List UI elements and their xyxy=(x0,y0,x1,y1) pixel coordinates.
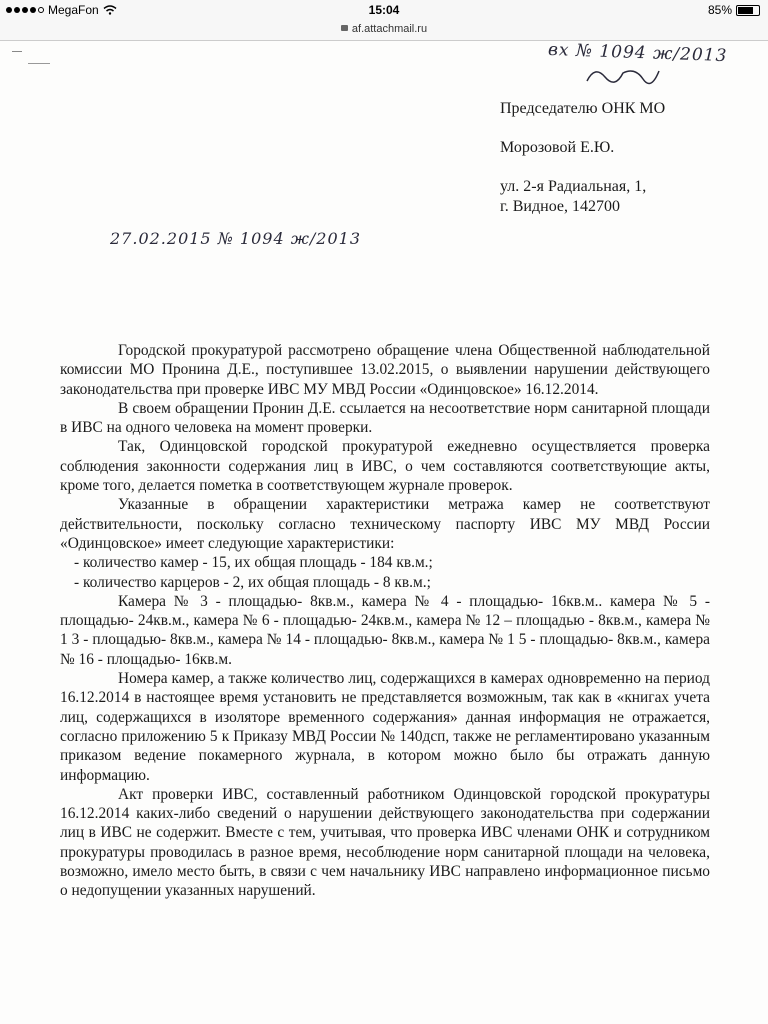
carrier-name: MegaFon xyxy=(48,3,99,17)
battery-icon xyxy=(736,5,760,16)
handwritten-signature-icon xyxy=(583,63,663,89)
handwritten-incoming-number: вх № 1094 ж/2013 xyxy=(547,39,728,67)
paragraph: Номера камер, а также количество лиц, содержащихся в камерах одновременно на период 16.12.2014 в настоящее время установить не представляется возможным, так как в «книгах учета лиц, содержащихся в изоляторе временного содержания» данная информация не отражается, согласно приложению 5 к Приказу МВД России № 140дсп, также не регламентировано указанным приказом ведение покамерного журнала, в котором можно было бы отражать данную информацию. xyxy=(60,670,710,784)
addressee-title: Председателю ОНК МО xyxy=(500,100,666,117)
list-item: - количество камер - 15, их общая площадь - 184 кв.м.; xyxy=(74,554,433,572)
address-bar[interactable] xyxy=(0,20,768,41)
scan-mark xyxy=(28,63,50,64)
paragraph: Камера № 3 - площадью- 8кв.м., камера № 4 - площадью- 16кв.м.. камера № 5 - площадью- 24кв.м., камера № 6 - площадью- 24кв.м., камера № 12 – площадью - 8кв.м., камера № 1 3 - площадью- 8кв.м., камера № 14 - площадью- 8кв.м., камера № 1 5 - площадью- 8кв.м., камера № 16 - площадью- 16кв.м. xyxy=(60,592,710,668)
paragraph: Городской прокуратурой рассмотрено обращение члена Общественной наблюдательной комиссии МО Пронина Д.Е., поступившее 13.02.2015, о выявлении нарушении действующего законодательства при проверке ИВС МУ МВД России «Одинцовское» 16.12.2014. xyxy=(60,342,710,398)
addressee-street: ул. 2-я Радиальная, 1, xyxy=(500,177,647,195)
addressee-name: Морозовой Е.Ю. xyxy=(500,138,615,156)
paragraph: Акт проверки ИВС, составленный работником Одинцовской городской прокуратуры 16.12.2014 каких-либо сведений о нарушении действующего законодательства при содержании лиц в ИВС не содержит. Вместе с тем, учитывая, что проверка ИВС членами ОНК и сотрудником прокуратуры проводилась в разное время, несоблюдение норм санитарной площади на человека, возможно, имело место быть, в связи с чем начальнику ИВС направлено информационное письмо о недопущении указанных нарушений. xyxy=(60,785,710,900)
paragraph: Так, Одинцовской городской прокуратурой ежедневно осуществляется проверка соблюдения законности содержания лиц в ИВС, о чем составляются соответствующие акты, кроме того, делается пометка в соответствующем журнале проверок. xyxy=(60,438,710,495)
letter-body xyxy=(60,341,710,901)
paragraph: В своем обращении Пронин Д.Е. ссылается на несоответствие норм санитарной площади в ИВС на одного человека на момент проверки. xyxy=(60,399,710,437)
lock-icon xyxy=(341,25,348,31)
battery-status xyxy=(708,3,760,17)
scan-mark xyxy=(12,51,22,52)
list-item: - количество карцеров - 2, их общая площадь - 8 кв.м.; xyxy=(74,573,431,591)
addressee-block xyxy=(500,99,665,222)
paragraph: Указанные в обращении характеристики метража камер не соответствуют действительности, поскольку согласно техническому паспорту ИВС МУ МВД России «Одинцовское» имеет следующие характеристики: xyxy=(60,496,710,552)
document-page xyxy=(0,41,768,1024)
handwritten-date-reference: 27.02.2015 № 1094 ж/2013 xyxy=(110,229,362,248)
addressee-city: г. Видное, 142700 xyxy=(500,198,620,216)
url-text: af.attachmail.ru xyxy=(351,23,428,35)
clock: 15:04 xyxy=(368,3,400,17)
status-bar xyxy=(0,0,768,20)
battery-percent: 85% xyxy=(707,3,732,17)
